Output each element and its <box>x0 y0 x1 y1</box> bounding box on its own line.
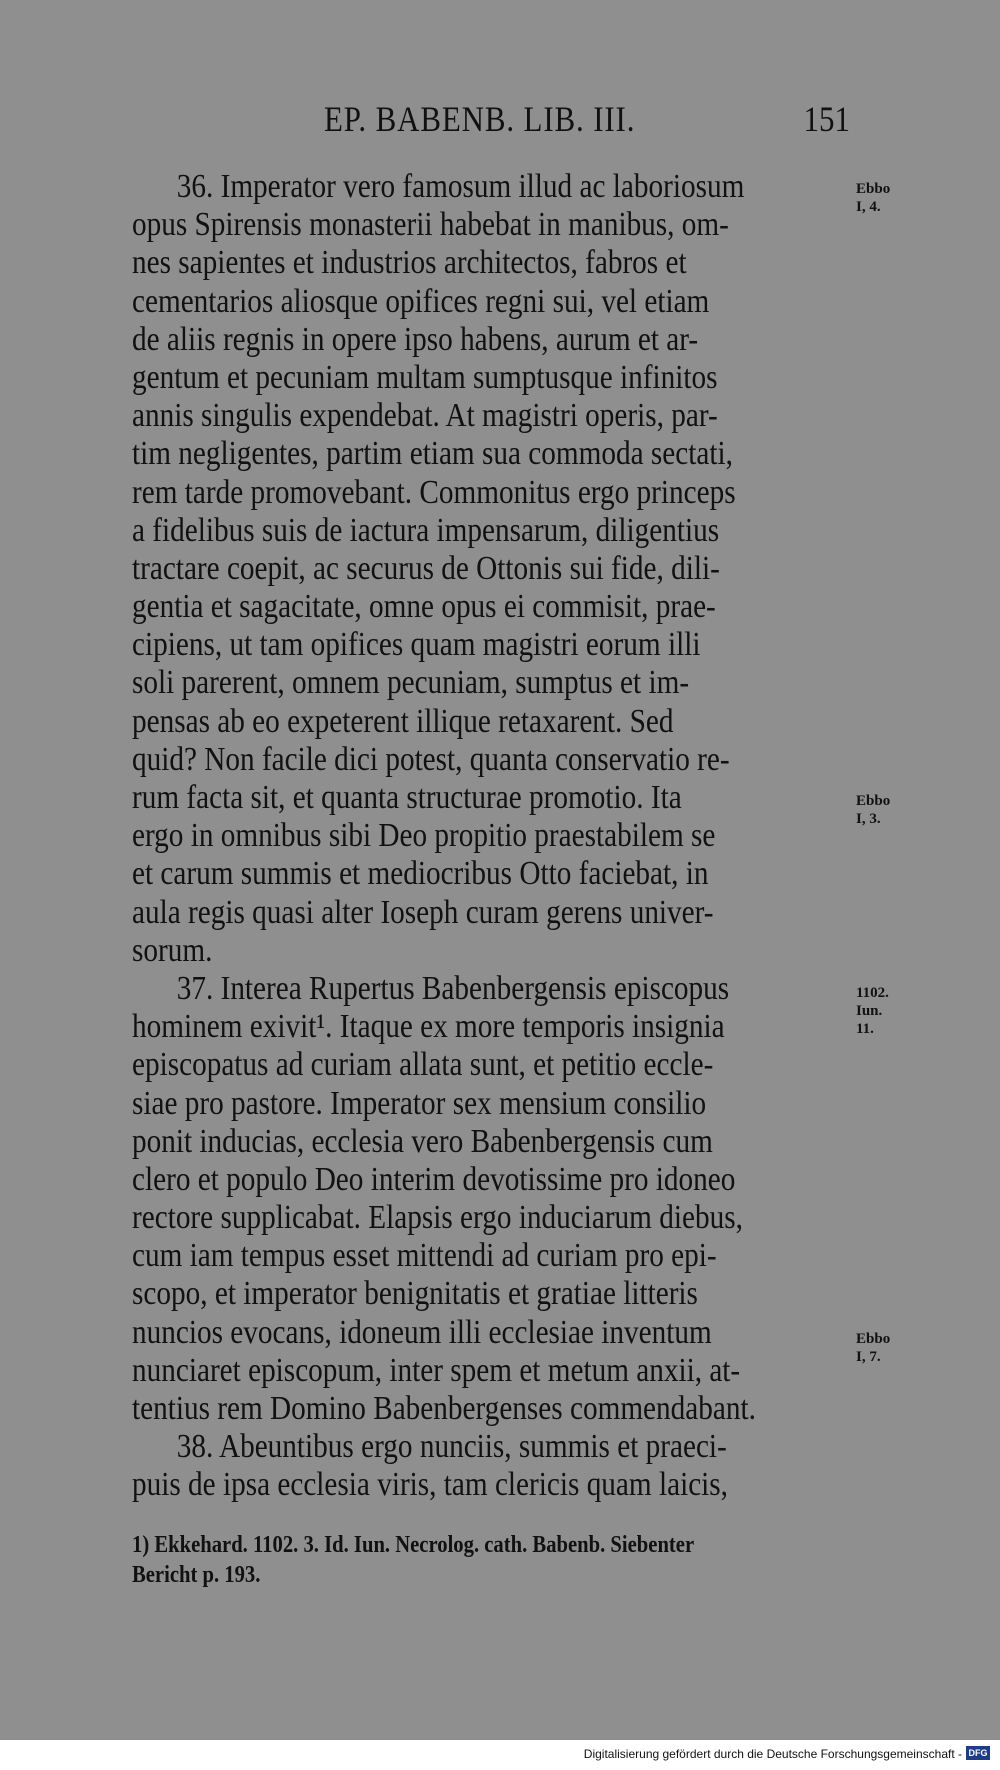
text-line: rum facta sit, et quanta structurae promotio. Ita <box>132 779 682 816</box>
margin-note-day: 11. <box>856 1021 874 1037</box>
text-line: clero et populo Deo interim devotissime pro idoneo <box>132 1160 736 1198</box>
text-line: ergo in omnibus sibi Deo propitio praestabilem se <box>132 817 716 855</box>
text-line: aula regis quasi alter Ioseph curam gerens univer- <box>132 893 714 931</box>
text-line: episcopatus ad curiam allata sunt, et petitio eccle- <box>132 1046 714 1084</box>
text-line: gentia et sagacitate, omne opus ei commisit, prae- <box>132 588 716 626</box>
text-line: nuncios evocans, idoneum illi ecclesiae inventum <box>132 1313 712 1351</box>
footnotes <box>132 1530 850 1590</box>
margin-note-source: Ebbo <box>856 181 891 197</box>
text-line: quid? Non facile dici potest, quanta conservatio re- <box>132 740 730 778</box>
page-header <box>132 98 850 142</box>
margin-note-ref: I, 4. <box>856 199 881 215</box>
text-line: puis de ipsa ecclesia viris, tam clericis quam laicis, <box>132 1466 728 1504</box>
footnote-line: Bericht p. 193. <box>132 1562 261 1588</box>
text-line: cementarios aliosque opifices regni sui, vel etiam <box>132 282 710 320</box>
page-number: 151 <box>803 99 850 139</box>
margin-note-date <box>856 984 900 1038</box>
text-line: 36. Imperator vero famosum illud ac laboriosum <box>176 168 745 205</box>
text-line: sorum. <box>132 931 213 969</box>
text-line: soli parerent, omnem pecuniam, sumptus et im- <box>132 664 690 702</box>
text-line: gentum et pecuniam multam sumptusque infinitos <box>132 358 718 396</box>
digitization-bar <box>0 1740 1000 1770</box>
text-line: ponit inducias, ecclesia vero Babenbergensis cum <box>132 1122 713 1160</box>
margin-note <box>856 180 900 216</box>
text-line: pensas ab eo expeterent illique retaxarent. Sed <box>132 702 674 740</box>
margin-note-source: Ebbo <box>856 1331 891 1347</box>
dfg-logo: DFG <box>966 1746 990 1760</box>
text-line: nunciaret episcopum, inter spem et metum anxii, at- <box>132 1351 741 1389</box>
text-line: 37. Interea Rupertus Babenbergensis episcopus <box>176 969 730 1007</box>
text-line: de aliis regnis in opere ipso habens, aurum et ar- <box>132 320 699 358</box>
text-line: rectore supplicabat. Elapsis ergo induciarum diebus, <box>132 1199 743 1237</box>
margin-note-source: Ebbo <box>856 793 891 809</box>
text-line: cum iam tempus esset mittendi ad curiam pro epi- <box>132 1237 717 1275</box>
text-line: nes sapientes et industrios architectos, fabros et <box>132 244 687 282</box>
text-line: 38. Abeuntibus ergo nunciis, summis et praeci- <box>176 1428 727 1466</box>
footnote-line: 1) Ekkehard. 1102. 3. Id. Iun. Necrolog. cath. Babenb. Siebenter <box>132 1532 695 1558</box>
margin-note-ref: I, 7. <box>856 1349 881 1365</box>
text-line: tim negligentes, partim etiam sua commoda sectati, <box>132 435 733 473</box>
text-line: cipiens, ut tam opifices quam magistri eorum illi <box>132 626 701 664</box>
body-text <box>132 168 850 1505</box>
text-line: siae pro pastore. Imperator sex mensium consilio <box>132 1084 707 1122</box>
margin-note-year: 1102. <box>856 985 889 1001</box>
digitization-credit: Digitalisierung gefördert durch die Deutsche Forschungsgemeinschaft - <box>583 1747 962 1761</box>
margin-note-month: Iun. <box>856 1003 883 1019</box>
text-line: et carum summis et mediocribus Otto faciebat, in <box>132 855 709 893</box>
text-line: opus Spirensis monasterii habebat in manibus, om- <box>132 206 729 244</box>
margin-note-ref: I, 3. <box>856 811 881 827</box>
text-line: tractare coepit, ac securus de Ottonis sui fide, dili- <box>132 549 720 587</box>
margin-note <box>856 792 900 828</box>
text-line: tentius rem Domino Babenbergenses commendabant. <box>132 1390 756 1427</box>
text-line: annis singulis expendebat. At magistri operis, par- <box>132 397 718 435</box>
text-line: a fidelibus suis de iactura impensarum, diligentius <box>132 511 720 549</box>
running-head: EP. BABENB. LIB. III. <box>324 99 636 139</box>
text-line: rem tarde promovebant. Commonitus ergo princeps <box>132 473 736 511</box>
text-line: hominem exivit¹. Itaque ex more temporis insignia <box>132 1008 725 1046</box>
text-line: scopo, et imperator benignitatis et gratiae litteris <box>132 1275 698 1313</box>
margin-note <box>856 1330 900 1366</box>
